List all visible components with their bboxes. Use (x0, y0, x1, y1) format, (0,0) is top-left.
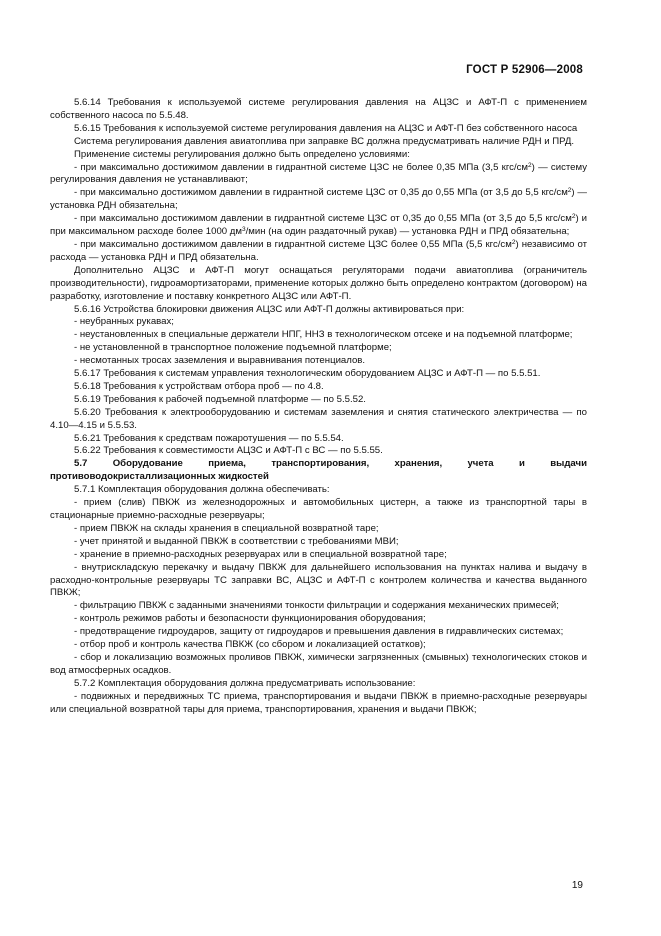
section-heading: 5.7 Оборудование приема, транспортирования, хранения, учета и выдачи противоводокристаллизационных жидкостей (50, 458, 587, 483)
paragraph: - предотвращение гидроударов, защиту от гидроударов и превышения давления в гидравлических системах; (74, 626, 564, 638)
paragraph: 5.6.20 Требования к электрооборудованию и системам заземления и снятия статического электричества — по 4.10—4.15 и 5.5.53. (50, 406, 587, 431)
paragraph: - при максимально достижимом давлении в гидрантной системе ЦЗС не более 0,35 МПа (3,5 кгс/$см^2$) — систему регулирования давления не устанавливают; (50, 161, 587, 186)
paragraph: 5.6.19 Требования к рабочей подъемной платформе — по 5.5.52. (74, 393, 366, 405)
paragraph: Дополнительно АЦЗС и АФТ-П могут оснащаться регуляторами подачи авиатоплива (ограничитель производительности), гидроамортизаторами, применение которых должно быть определено контрактом (договором) на разработку, изготовление и поставку конкретного АЦЗС или АФТ-П. (50, 264, 587, 302)
paragraph: - при максимально достижимом давлении в гидрантной системе ЦЗС от 0,35 до 0,55 МПа (от 3,5 до 5,5 кгс/$см^2$) — установка РДН обязательна; (50, 187, 587, 212)
paragraph: 5.6.15 Требования к используемой системе регулирования давления на АЦЗС и АФТ-П без собственного насоса (74, 122, 578, 134)
paragraph: - при максимально достижимом давлении в гидрантной системе ЦЗС более 0,55 МПа (5,5 кгс/$см^2$) независимо от расхода — установка РДН и ПРД обязательна. (50, 238, 587, 263)
paragraph: - хранение в приемно-расходных резервуарах или в специальной возвратной таре; (74, 548, 447, 560)
paragraph: 5.7.1 Комплектация оборудования должна обеспечивать: (74, 484, 330, 496)
paragraph: 5.6.21 Требования к средствам пожаротушения — по 5.5.54. (74, 432, 344, 444)
paragraph: - неустановленных в специальные держатели НПГ, ННЗ в технологическом отсеке и на подъемной платформе; (74, 329, 573, 341)
paragraph: - неубранных рукавах; (74, 316, 174, 328)
paragraph: - при максимально достижимом давлении в гидрантной системе ЦЗС от 0,35 до 0,55 МПа (от 3,5 до 5,5 кгс/$см^2$) и при максимальном расходе более 1000 $дм^3$/мин (на один раздаточный рукав) — установка РДН и ПРД обязательна; (50, 213, 587, 238)
paragraph: 5.6.22 Требования к совместимости АЦЗС и АФТ-П с ВС — по 5.5.55. (74, 445, 383, 457)
paragraph: 5.6.14 Требования к используемой системе регулирования давления на АЦЗС и АФТ-П с применением собственного насоса по 5.5.48. (50, 97, 587, 121)
page-number: 19 (571, 880, 583, 891)
paragraph: 5.6.18 Требования к устройствам отбора проб — по 4.8. (74, 380, 324, 392)
paragraph: - прием (слив) ПВКЖ из железнодорожных и автомобильных цистерн, а также из транспортной тары в стационарные приемно-расходные резервуары; (50, 497, 587, 521)
paragraph: - прием ПВКЖ на склады хранения в специальной возвратной таре; (74, 522, 379, 534)
paragraph: 5.7.2 Комплектация оборудования должна предусматривать использование: (74, 677, 416, 689)
paragraph: - фильтрацию ПВКЖ с заданными значениями тонкости фильтрации и содержания механических примесей; (74, 600, 559, 612)
paragraph: - контроль режимов работы и безопасности функционирования оборудования; (74, 613, 426, 625)
paragraph: - несмотанных тросах заземления и выравнивания потенциалов. (74, 355, 366, 367)
paragraph: - сбор и локализацию возможных проливов ПВКЖ, химически загрязненных (смывных) технологических стоков и вод атмосферных осадков. (50, 651, 587, 676)
paragraph: - не установленной в транспортное положение подъемной платформе; (74, 342, 392, 354)
paragraph: - подвижных и передвижных ТС приема, транспортирования и выдачи ПВКЖ в приемно-расходные резервуары или специальной возвратной тары для приема, транспортирования, хранения и выдачи ПВКЖ; (50, 690, 587, 715)
paragraph: - отбор проб и контроль качества ПВКЖ (со сбором и локализацией остатков); (74, 639, 426, 651)
paragraph: - внутрискладскую перекачку и выдачу ПВКЖ для дальнейшего использования на пунктах налива и выдачу в расходно-контрольные резервуары ТС заправки ВС, АЦЗС и АФТ-П с контролем количества и качества выданного ПВКЖ; (50, 561, 587, 599)
paragraph: 5.6.17 Требования к системам управления технологическим оборудованием АЦЗС и АФТ-П — по 5.5.51. (74, 368, 541, 380)
paragraph: Система регулирования давления авиатоплива при заправке ВС должна предусматривать наличие РДН и ПРД. (74, 135, 575, 147)
document-body (50, 97, 587, 717)
paragraph: Применение системы регулирования должно быть определено условиями: (74, 148, 410, 160)
paragraph: - учет принятой и выданной ПВКЖ в соответствии с требованиями МВИ; (74, 535, 399, 547)
paragraph: 5.6.16 Устройства блокировки движения АЦЗС или АФТ-П должны активироваться при: (74, 303, 465, 315)
standard-header: ГОСТ Р 52906—2008 (466, 64, 583, 76)
